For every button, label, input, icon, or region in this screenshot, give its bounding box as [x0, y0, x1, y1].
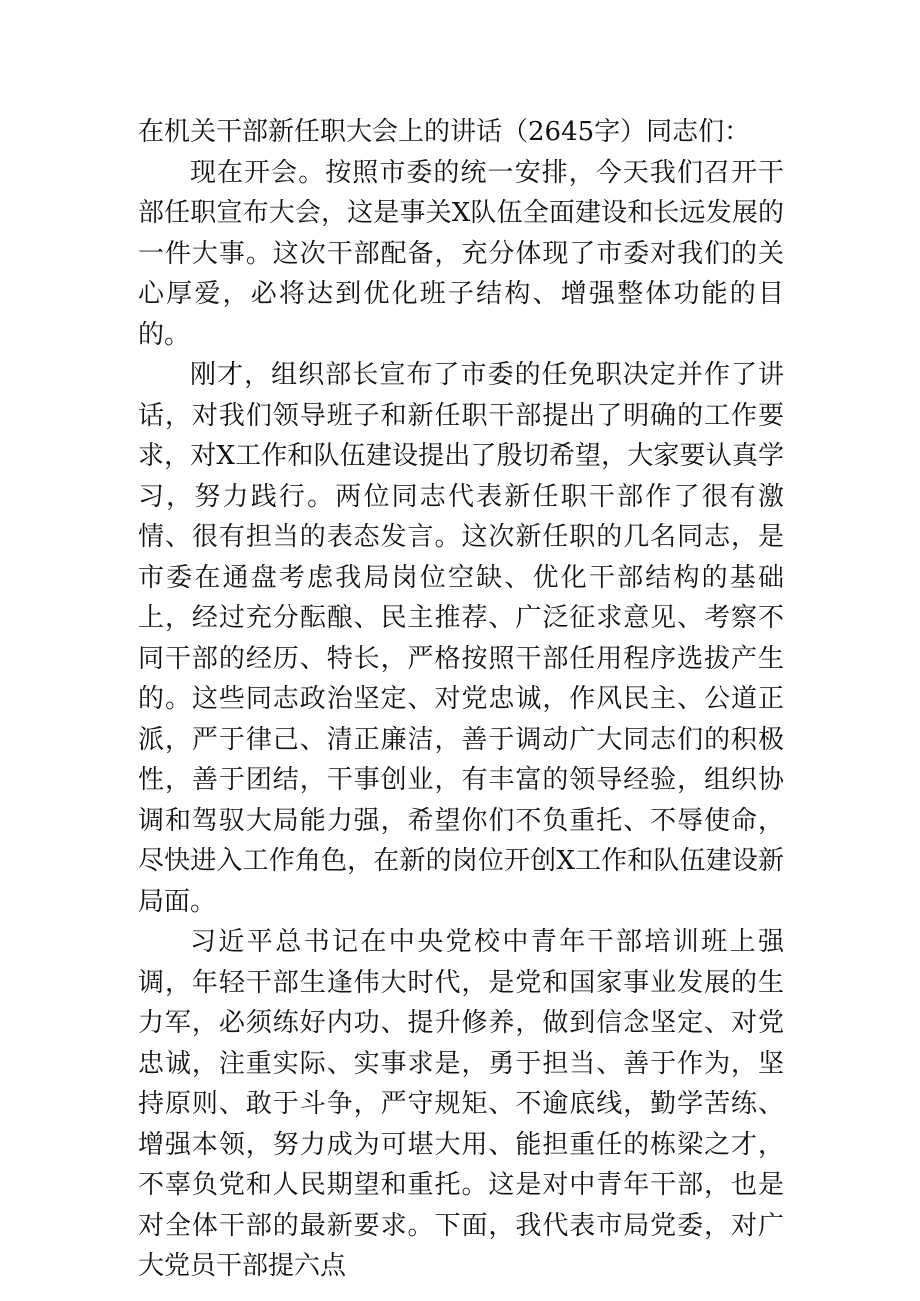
speech-title-line: 在机关干部新任职大会上的讲话（2645字）同志们：	[138, 117, 751, 147]
paragraph-opening: 现在开会。按照市委的统一安排，今天我们召开干部任职宣布大会，这是事关X队伍全面建设和长远发展的一件大事。这次干部配备，充分体现了市委对我们的关心厚爱，必将达到优化班子结构、增强整体功能的目的。	[138, 157, 784, 350]
paragraph-appointment: 刚才，组织部长宣布了市委的任免职决定并作了讲话，对我们领导班子和新任职干部提出了明确的工作要求，对X工作和队伍建设提出了殷切希望，大家要认真学习，努力践行。两位同志代表新任职干部作了很有激情、很有担当的表态发言。这次新任职的几名同志，是市委在通盘考虑我局岗位空缺、优化干部结构的基础上，经过充分酝酿、民主推荐、广泛征求意见、考察不同干部的经历、特长，严格按照干部任用程序选拔产生的。这些同志政治坚定、对党忠诚，作风民主、公道正派，严于律己、清正廉洁，善于调动广大同志们的积极性，善于团结，干事创业，有丰富的领导经验，组织协调和驾驭大局能力强，希望你们不负重托、不辱使命，尽快进入工作角色，在新的岗位开创X工作和队伍建设新局面。	[138, 360, 784, 917]
document-body	[138, 112, 784, 1287]
paragraph-requirements: 习近平总书记在中央党校中青年干部培训班上强调，年轻干部生逢伟大时代，是党和国家事业发展的生力军，必须练好内功、提升修养，做到信念坚定、对党忠诚，注重实际、实事求是，勇于担当、善于作为，坚持原则、敢于斗争，严守规矩、不逾底线，勤学苦练、增强本领，努力成为可堪大用、能担重任的栋梁之才，不辜负党和人民期望和重托。这是对中青年干部，也是对全体干部的最新要求。下面，我代表市局党委，对广大党员干部提六点	[138, 927, 784, 1281]
